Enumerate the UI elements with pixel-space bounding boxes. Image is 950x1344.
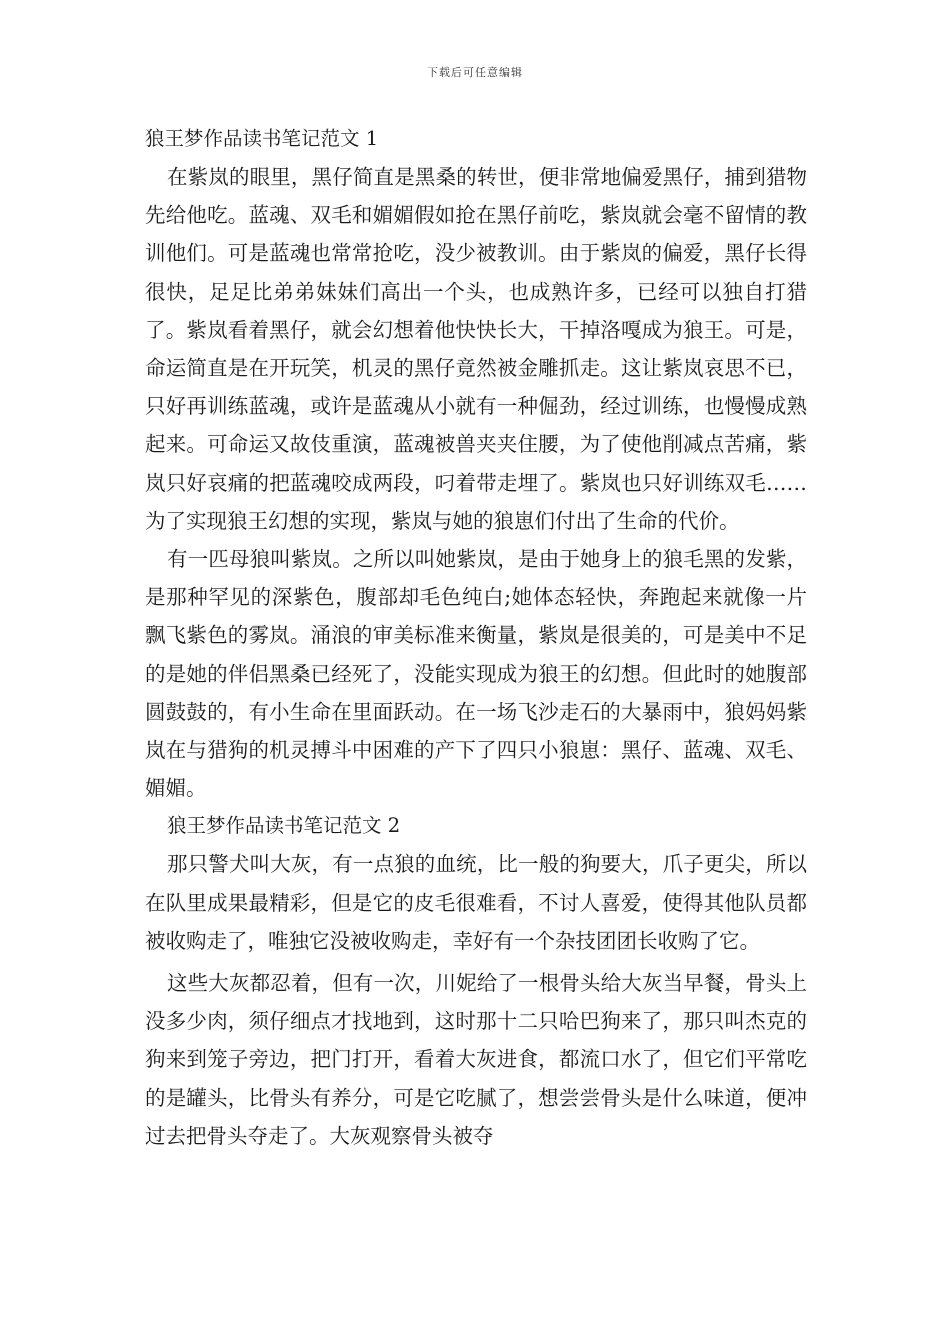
paragraph: 这些大灰都忍着，但有一次，川妮给了一根骨头给大灰当早餐，骨头上没多少肉，须仔细点才找地到，这时那十二只哈巴狗来了，那只叫杰克的狗来到笼子旁边，把门打开，看着大灰进食，都流口水了，但它们平常吃的是罐头，比骨头有养分，可是它吃腻了，想尝尝骨头是什么味道，便冲过去把骨头夺走了。大灰观察骨头被夺	[145, 971, 807, 1148]
paragraph: 那只警犬叫大灰，有一点狼的血统，比一般的狗要大，爪子更尖，所以在队里成果最精彩，但是它的皮毛很难看，不讨人喜爱，使得其他队员都被收购走了，唯独它没被收购走，幸好有一个杂技团团长收购了它。	[145, 852, 807, 953]
section-title-2: 狼王梦作品读书笔记范文 2	[167, 814, 401, 838]
paragraph: 在紫岚的眼里，黑仔简直是黑桑的转世，便非常地偏爱黑仔，捕到猎物先给他吃。蓝魂、双毛和媚媚假如抢在黑仔前吃，紫岚就会毫不留情的教训他们。可是蓝魂也常常抢吃，没少被教训。由于紫岚的偏爱，黑仔长得很快，足足比弟弟妹妹们高出一个头，也成熟许多，已经可以独自打猎了。紫岚看着黑仔，就会幻想着他快快长大，干掉洛嘎成为狼王。可是，命运简直是在开玩笑，机灵的黑仔竟然被金雕抓走。这让紫岚哀思不已，只好再训练蓝魂，或许是蓝魂从小就有一种倔劲，经过训练，也慢慢成熟起来。可命运又故伎重演，蓝魂被兽夹夹住腰，为了使他削减点苦痛，紫岚只好哀痛的把蓝魂咬成两段，叼着带走埋了。紫岚也只好训练双毛……为了实现狼王幻想的实现，紫岚与她的狼崽们付出了生命的代价。	[145, 165, 807, 533]
document-body	[145, 120, 807, 1155]
page-header: 下载后可任意编辑	[427, 66, 523, 79]
section-title-1: 狼王梦作品读书笔记范文 1	[145, 127, 379, 150]
paragraph: 有一匹母狼叫紫岚。之所以叫她紫岚，是由于她身上的狼毛黑的发紫，是那种罕见的深紫色，腹部却毛色纯白;她体态轻快，奔跑起来就像一片飘飞紫色的雾岚。涌浪的审美标准来衡量，紫岚是很美的，可是美中不足的是她的伴侣黑桑已经死了，没能实现成为狼王的幻想。但此时的她腹部圆鼓鼓的，有小生命在里面跃动。在一场飞沙走石的大暴雨中，狼妈妈紫岚在与猎狗的机灵搏斗中困难的产下了四只小狼崽：黑仔、蓝魂、双毛、媚媚。	[145, 547, 807, 801]
